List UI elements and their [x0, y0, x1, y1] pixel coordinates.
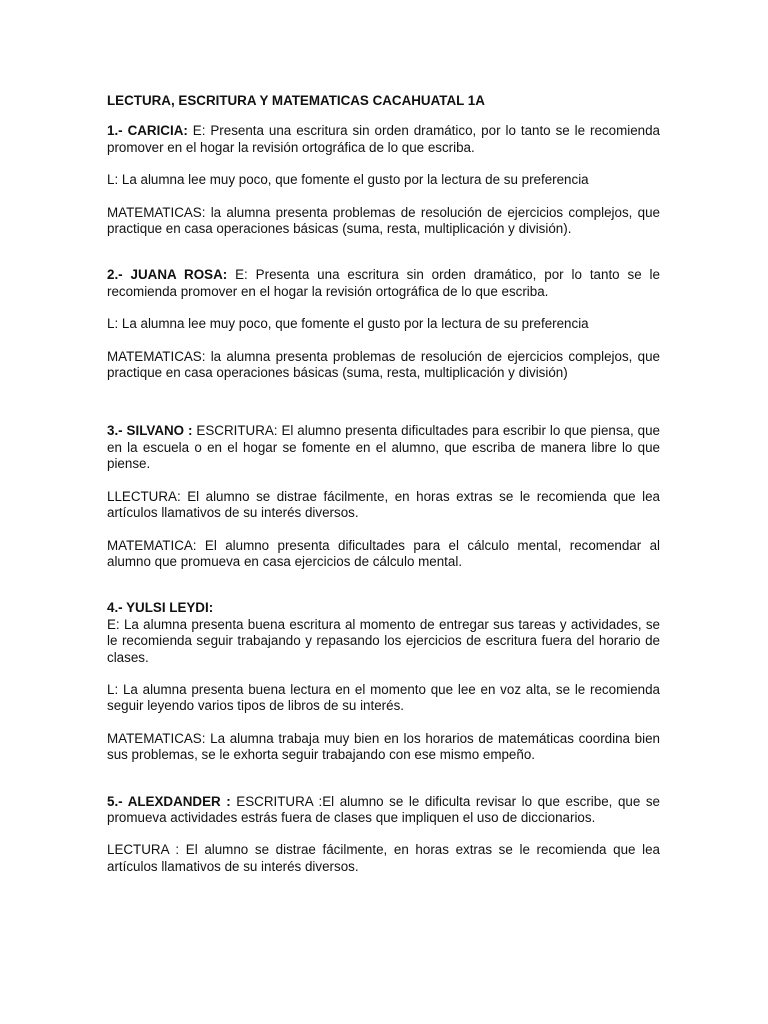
student-1-heading: 1.- CARICIA: [107, 123, 188, 139]
student-5-writing: 5.- ALEXDANDER : ESCRITURA :El alumno se le dificulta revisar lo que escribe, que se promueva actividades estrás fuera de clases que impliquen el uso de diccionarios. [107, 793, 661, 825]
student-2-writing: 2.- JUANA ROSA: E: Presenta una escritura sin orden dramático, por lo tanto se le recomienda promover en el hogar la revisión ortográfica de lo que escriba. [107, 267, 660, 299]
student-3-math: MATEMATICA: El alumno presenta dificultades para el cálculo mental, recomendar al alumno que promueva en casa ejercicios de cálculo mental. [107, 537, 660, 569]
student-3-heading: 3.- SILVANO : [107, 423, 193, 439]
document-title: LECTURA, ESCRITURA Y MATEMATICAS CACAHUATAL 1A [107, 93, 485, 108]
student-3-reading: LLECTURA: El alumno se distrae fácilmente, en horas extras se le recomienda que lea artículos llamativos de su interés diversos. [107, 488, 660, 521]
student-section-3 [107, 423, 660, 570]
student-1-math: MATEMATICAS: la alumna presenta problemas de resolución de ejercicios complejos, que practique en casa operaciones básicas (suma, resta, multiplicación y división). [107, 204, 660, 237]
student-section-1 [107, 123, 660, 237]
student-2-reading: L: La alumna lee muy poco, que fomente el gusto por la lectura de su preferencia [107, 316, 589, 332]
student-4-reading: L: La alumna presenta buena lectura en el momento que lee en voz alta, se le recomienda seguir leyendo varios tipos de libros de su interés. [107, 681, 660, 714]
student-2-math: MATEMATICAS: la alumna presenta problemas de resolución de ejercicios complejos, que practique en casa operaciones básicas (suma, resta, multiplicación y división) [107, 348, 660, 381]
student-1-writing: 1.- CARICIA: E: Presenta una escritura sin orden dramático, por lo tanto se le recomienda promover en el hogar la revisión ortográfica de lo que escriba. [107, 123, 660, 155]
student-1-reading: L: La alumna lee muy poco, que fomente el gusto por la lectura de su preferencia [107, 172, 589, 188]
student-3-writing: 3.- SILVANO : ESCRITURA: El alumno presenta dificultades para escribir lo que piensa, que en la escuela o en el hogar se fomente en el alumno, que escriba de manera libre lo que piense. [107, 423, 660, 472]
student-4-math: MATEMATICAS: La alumna trabaja muy bien en los horarios de matemáticas coordina bien sus problemas, se le exhorta seguir trabajando con ese mismo empeño. [107, 730, 660, 763]
student-4-writing: E: La alumna presenta buena escritura al momento de entregar sus tareas y actividades, se le recomienda seguir trabajando y repasando los ejercicios de escritura fuera del horario de clases. [107, 616, 660, 665]
student-4-heading: 4.- YULSI LEYDI: [107, 600, 214, 616]
student-section-5 [107, 794, 660, 876]
student-section-4 [107, 600, 660, 763]
student-5-heading: 5.- ALEXDANDER : [107, 793, 231, 809]
student-5-reading: LECTURA : El alumno se distrae fácilmente, en horas extras se le recomienda que lea artículos llamativos de su interés diversos. [107, 842, 660, 874]
student-2-heading: 2.- JUANA ROSA: [107, 267, 228, 283]
student-section-2 [107, 267, 660, 381]
